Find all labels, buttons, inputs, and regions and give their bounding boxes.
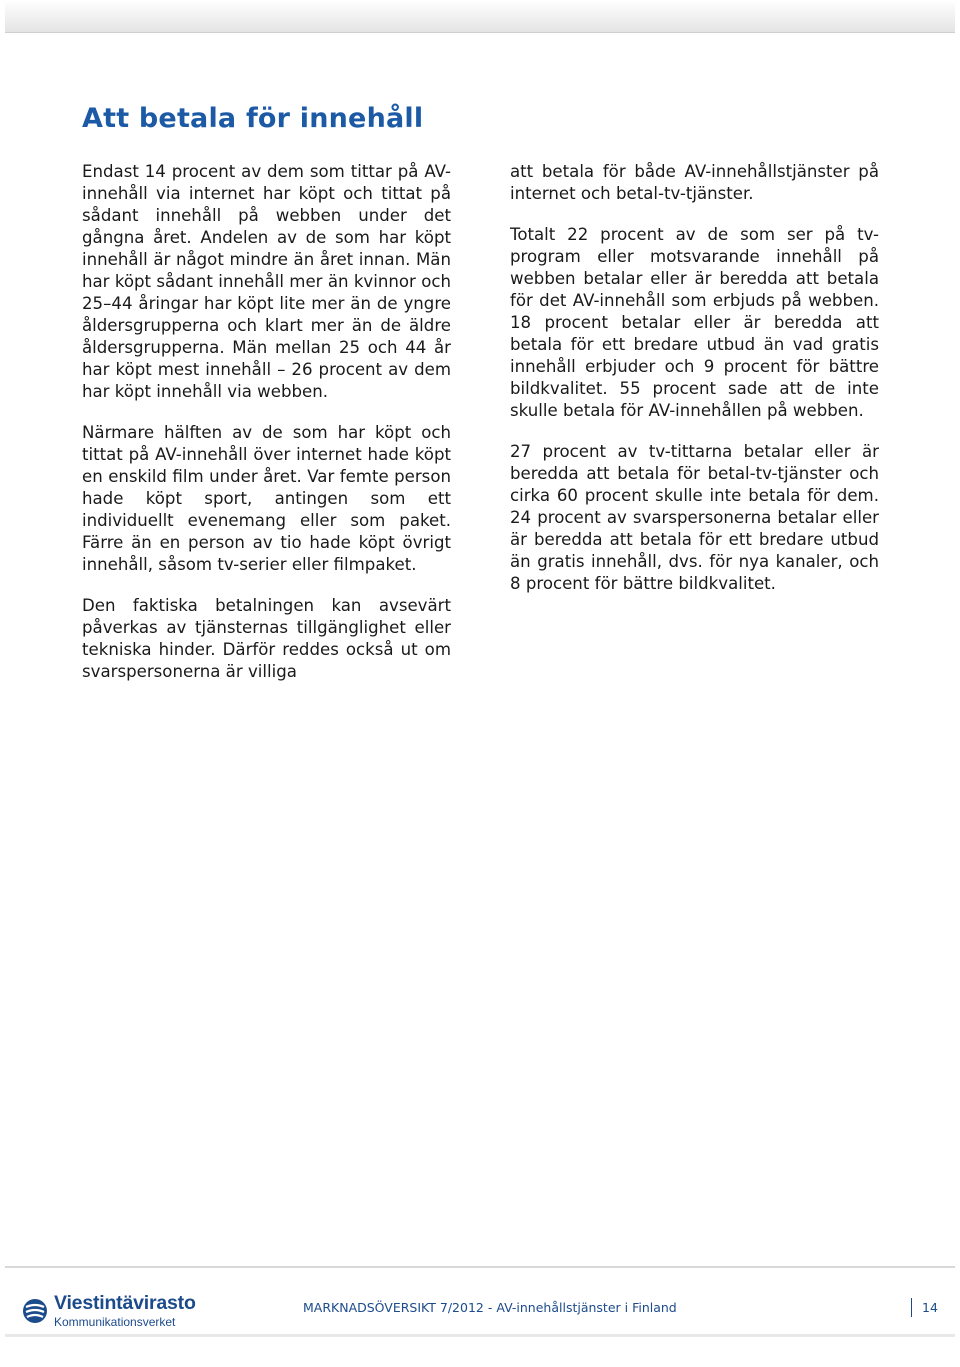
footer-logo [22,1294,196,1328]
paragraph: Den faktiska betalningen kan avsevärt påverkas av tjänsternas tillgänglighet eller tekniska hinder. Därför reddes också ut om svarspersonerna är villiga [82,596,451,681]
page-title: Att betala för innehåll [82,103,424,134]
paragraph: 27 procent av tv-tittarna betalar eller är beredda att betala för betal-tv-tjänster och cirka 60 procent skulle inte betala för dem. 24 procent av svarspersonerna betalar eller är beredda att betala för ett bredare utbud än gratis innehåll, dvs. för nya kanaler, och 8 procent för bättre bildkvalitet. [510,442,879,593]
viestintavirasto-logo-icon [22,1298,48,1324]
paragraph: Endast 14 procent av dem som tittar på AV-innehåll via internet har köpt och tittat på sådant innehåll på webben under det gångna året. Andelen av de som har köpt innehåll är något mindre än året innan. Män har köpt sådant innehåll mer än kvinnor och 25–44 åringar har köpt lite mer än de yngre åldersgrupperna och klart mer än de äldre åldersgrupperna. Män mellan 25 och 44 år har köpt mest innehåll – 26 procent av dem har köpt innehåll via webben. [82,162,451,401]
top-header-band [5,0,955,33]
logo-subtitle: Kommunikationsverket [54,1314,176,1329]
left-column [82,161,451,702]
logo-name: Viestintävirasto [54,1292,196,1315]
paragraph: Närmare hälften av de som har köpt och tittat på AV-innehåll över internet hade köpt en enskild film under året. Var femte person hade köpt sport, antingen som ett individuellt evenemang eller som paket. Färre än en person av tio hade köpt övrigt innehåll, såsom tv-serier eller filmpaket. [82,423,451,574]
footer-bottom-band [5,1334,955,1337]
paragraph: Totalt 22 procent av de som ser på tv-program eller motsvarande innehåll på webben betalar eller är beredda att betala för det AV-innehåll som erbjuds på webben. 18 procent betalar eller är beredda att betala för ett bredare utbud än vad gratis innehåll erbjuder och 9 procent för bättre bildkvalitet. 55 procent sade att de inte skulle betala för AV-innehållen på webben. [510,225,879,420]
page-number-separator [911,1298,912,1317]
right-column [510,161,879,614]
footer-divider [5,1266,955,1268]
footer-publication-title: MARKNADSÖVERSIKT 7/2012 - AV-innehållstjänster i Finland [303,1300,677,1315]
paragraph: att betala för både AV-innehållstjänster på internet och betal-tv-tjänster. [510,162,879,203]
page-number: 14 [922,1300,938,1315]
